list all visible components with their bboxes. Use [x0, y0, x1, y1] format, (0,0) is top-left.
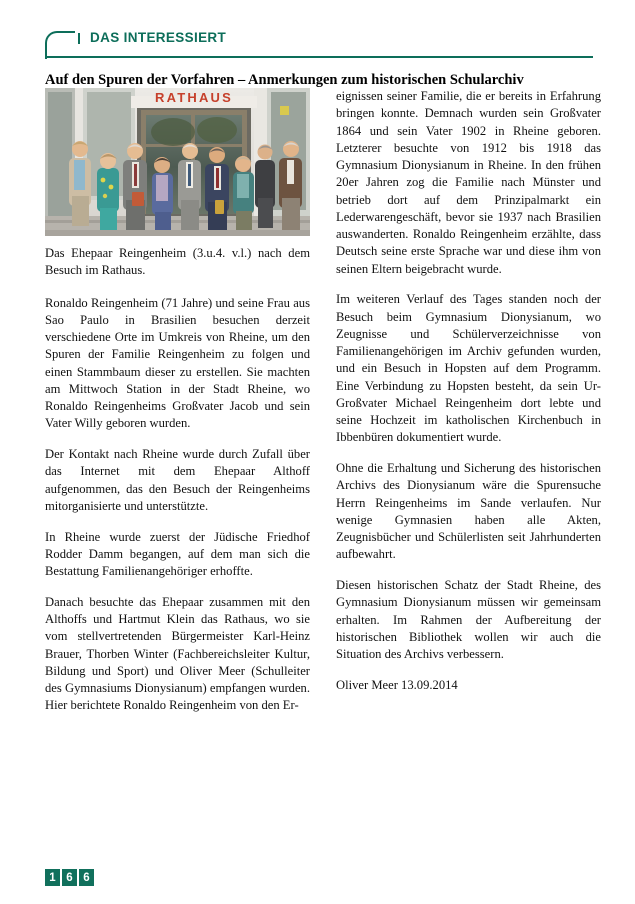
- bracket-tick-icon: [78, 33, 80, 44]
- body-paragraph: Ohne die Erhaltung und Sicherung des historischen Archivs des Dionysianum wäre die Spurensuche Herrn Reingenheims im Sande verlaufen. Nur wenige Gymnasien haben alle Akten, Zeugnisbücher und Schülerlisten seit Jahrhunderten aufbewahrt.: [336, 461, 601, 562]
- article-photo: [45, 88, 310, 236]
- header-rule: [45, 56, 593, 58]
- body-paragraph: Der Kontakt nach Rheine wurde durch Zufall über das Internet mit dem Ehepaar Althoff aufgenommen, das den Besuch der Reingenheims mitorganisierte und unterstützte.: [45, 447, 310, 513]
- article-headline: Auf den Spuren der Vorfahren – Anmerkungen zum historischen Schularchiv: [45, 71, 524, 88]
- body-paragraph: eignissen seiner Familie, die er bereits in Erfahrung bringen konnte. Demnach wurden sein Großvater 1864 und sein Vater 1902 in Rheine geboren. Letzterer besuchte von 1912 bis 1918 das Gymnasium Dionysianum in Rheine. In den frühen 20er Jahren zog die Familie nach Münster und betrieb dort auf dem Prinzipalmarkt ein Lederwarengeschäft, bevor sie 1937 nach Brasilien auswanderten. Ronaldo Reingenheim erzählte, dass Deutsch seine erste Sprache war und diese ihm von seinen Eltern beigebracht wurde.: [336, 89, 601, 276]
- right-column: [336, 88, 601, 694]
- body-paragraph: In Rheine wurde zuerst der Jüdische Friedhof Rodder Damm begangen, auf dem man sich die Bestattung Familienangehöriger erhoffte.: [45, 529, 310, 578]
- svg-text:RATHAUS: RATHAUS: [155, 90, 233, 105]
- bracket-decoration-icon: [45, 31, 75, 59]
- page-number-digit: 1: [45, 869, 60, 886]
- page-number: [45, 869, 94, 886]
- body-paragraph: Im weiteren Verlauf des Tages standen noch der Besuch beim Gymnasium Dionysianum, wo Zeugnisse und Schülerverzeichnisse von Familienangehörigen im Archiv gefunden wurden, und ein Besuch in Hopsten auf dem Programm. Eine Verbindung zu Hopsten besteht, da sein Ur-Großvater Michael Reingenheim dort lebte und seine Hochzeit im katholischen Kirchenbuch in Ibbenbüren dokumentiert wurde.: [336, 292, 601, 445]
- body-paragraph: Ronaldo Reingenheim (71 Jahre) und seine Frau aus Sao Paulo in Brasilien besuchen derzeit verschiedene Orte im Umkreis von Rheine, um den Spuren der Familie Reingenheim zu folgen und einen Stammbaum dieser zu erstellen. Sie machten am Mittwoch Station in der Stadt Rheine, wo Ronaldo Reingenheims Großvater Jacob und sein Vater Willy geboren wurden.: [45, 295, 310, 431]
- section-header: [45, 29, 593, 59]
- body-paragraph: Diesen historischen Schatz der Stadt Rheine, des Gymnasium Dionysianum müssen wir gemeinsam erhalten. Im Rahmen der Aufbereitung der historischen Bibliothek wollen wir auch die Situation des Archivs verbessern.: [336, 578, 601, 661]
- body-paragraph: Danach besuchte das Ehepaar zusammen mit den Althoffs und Hartmut Klein das Rathaus, wo sie vom stellvertretenden Bürgermeister Karl-Heinz Brauer, Thorben Winter (Fachbereichsleiter Kultur, Bildung und Sport) und Oliver Meer (Schulleiter des Gymnasiums Dionysianum) empfangen wurden. Hier berichtete Ronaldo Reingenheim von den Er-: [45, 594, 310, 713]
- photo-image: [45, 88, 310, 236]
- page-number-digit: 6: [79, 869, 94, 886]
- article-byline: Oliver Meer 13.09.2014: [336, 677, 458, 692]
- left-column: [45, 88, 310, 715]
- photo-people: [69, 141, 302, 230]
- photo-illustration: [45, 88, 310, 236]
- page-number-digit: 6: [62, 869, 77, 886]
- section-label: DAS INTERESSIERT: [90, 30, 227, 45]
- photo-caption: Das Ehepaar Reingenheim (3.u.4. v.l.) nach dem Besuch im Rathaus.: [45, 246, 310, 278]
